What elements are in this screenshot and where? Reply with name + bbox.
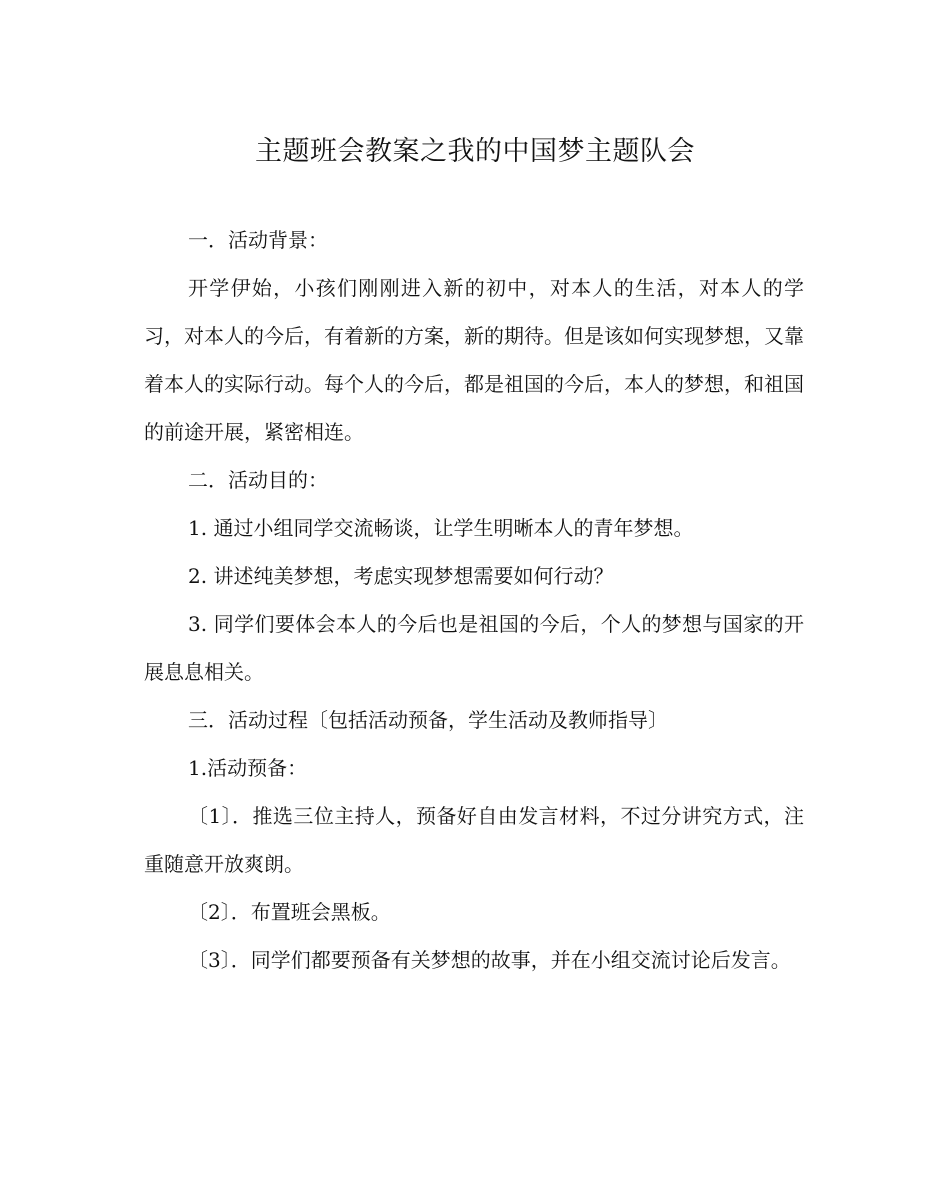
preparation-item-3: 〔3〕．同学们都要预备有关梦想的故事，并在小组交流讨论后发言。 bbox=[188, 948, 791, 972]
preparation-item-2: 〔2〕．布置班会黑板。 bbox=[188, 900, 391, 924]
document-body bbox=[144, 216, 804, 984]
paragraph-background-text: 开学伊始，小孩们刚刚进入新的初中，对本人的生活，对本人的学习，对本人的今后，有着新的方案，新的期待。但是该如何实现梦想，又靠着本人的实际行动。每个人的今后，都是祖国的今后，本人的梦想，和祖国的前途开展，紧密相连。 bbox=[144, 276, 804, 444]
goal-item-1: 1. 通过小组同学交流畅谈，让学生明晰本人的青年梦想。 bbox=[188, 516, 694, 540]
subsection-heading-preparation: 1.活动预备： bbox=[188, 756, 308, 780]
goal-item-3: 3. 同学们要体会本人的今后也是祖国的今后，个人的梦想与国家的开展息息相关。 bbox=[144, 612, 804, 684]
preparation-item-1: 〔1〕．推选三位主持人，预备好自由发言材料，不过分讲究方式，注重随意开放爽朗。 bbox=[144, 804, 804, 876]
section-heading-background: 一．活动背景： bbox=[188, 228, 328, 252]
document-title: 主题班会教案之我的中国梦主题队会 bbox=[255, 136, 695, 167]
section-heading-process: 三．活动过程〔包括活动预备，学生活动及教师指导〕 bbox=[188, 708, 668, 732]
goal-item-2: 2. 讲述纯美梦想，考虑实现梦想需要如何行动？ bbox=[188, 564, 614, 588]
section-heading-goals: 二．活动目的： bbox=[188, 468, 328, 492]
